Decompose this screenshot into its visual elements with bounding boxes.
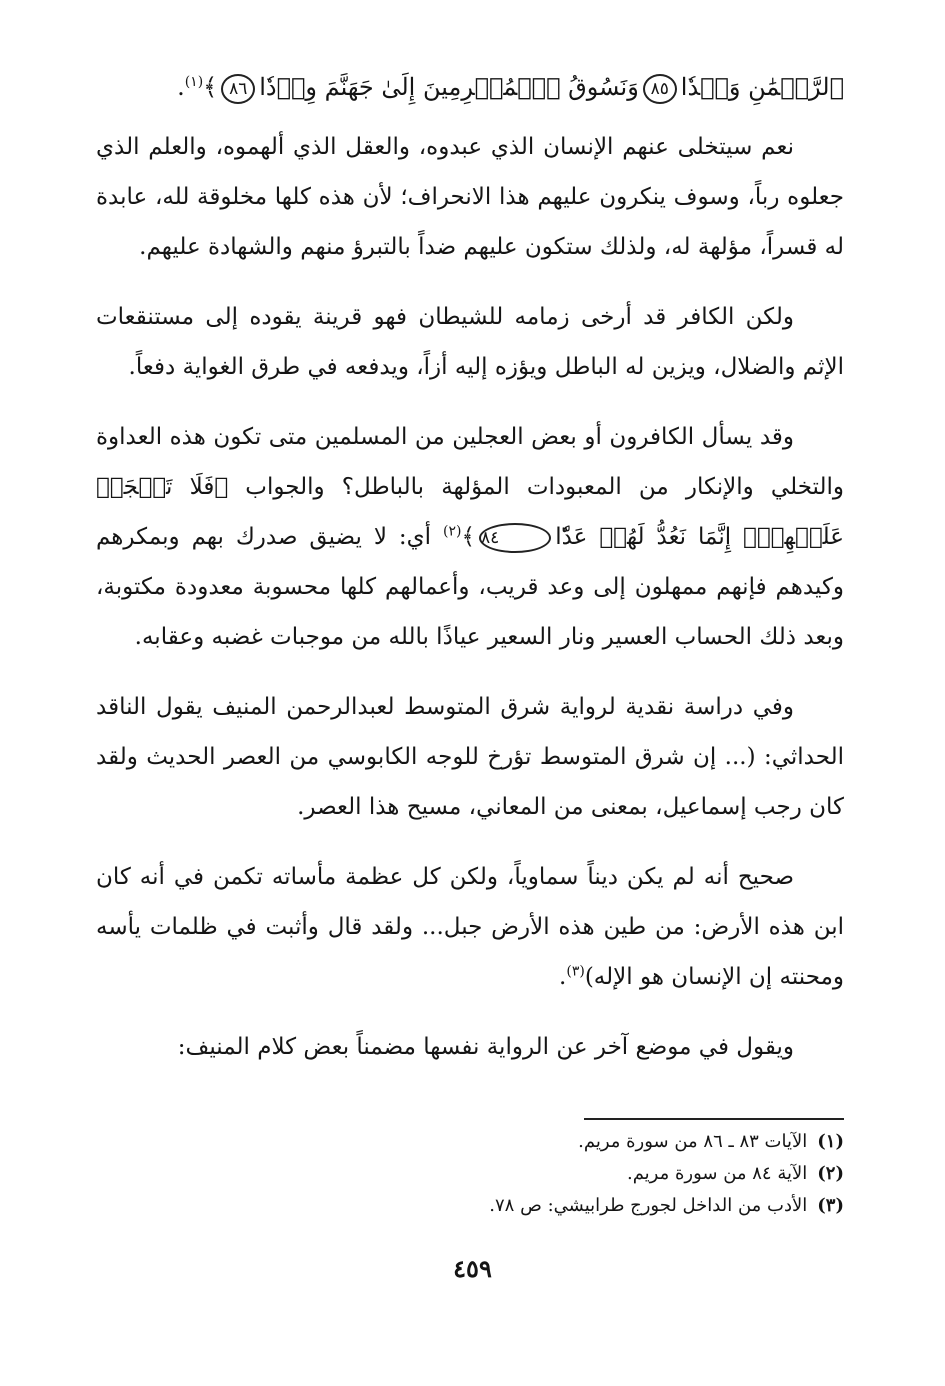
footnote-ref: (٣) <box>566 963 585 980</box>
footnote-text: الآيات ٨٣ ـ ٨٦ من سورة مريم. <box>578 1131 808 1152</box>
paragraph <box>96 852 844 1002</box>
footnote <box>96 1126 844 1158</box>
footnote-number: (٢) <box>817 1163 844 1184</box>
paragraph-text: وقد يسأل الكافرون أو بعض العجلين من المسلمين متى تكون هذه العداوة والتخلي والإنكار من المعبودات المؤلهة بالباطل؟ والجواب ﴿فَلَا تَعۡجَلۡ عَلَيۡهِمۡۖ إِنَّمَا نَعُدُّ لَهُمۡ عَدّٗا <box>96 424 844 550</box>
verse-close-bracket: ﴾ <box>461 524 475 550</box>
verse-text-2: وَنَسُوقُ ٱلۡمُجۡرِمِينَ إِلَىٰ جَهَنَّمَ وِرۡدٗا <box>259 73 639 101</box>
page-body <box>96 62 844 1092</box>
footnote <box>96 1190 844 1222</box>
verse-close-bracket: ﴾ <box>203 73 218 101</box>
footnote-number: (٣) <box>817 1195 844 1216</box>
quran-verse <box>96 62 844 112</box>
footnote-divider <box>584 1118 844 1120</box>
footnote-text: الأدب من الداخل لجورج طرابيشي: ص ٧٨. <box>489 1195 808 1216</box>
footnote-ref: (٢) <box>443 523 462 540</box>
ayah-number-marker: ٨٦ <box>221 74 255 104</box>
footnote-number: (١) <box>817 1131 844 1152</box>
verse-text-1: ٱلرَّحۡمَٰنِ وَفۡدٗا <box>680 73 844 101</box>
paragraph-period: . <box>559 964 567 990</box>
paragraph: ويقول في موضع آخر عن الرواية نفسها مضمناً بعض كلام المنيف: <box>177 1034 794 1060</box>
ayah-number-marker: ٨٤ <box>479 523 551 553</box>
paragraph: ولكن الكافر قد أرخى زمامه للشيطان فهو قرينة يقوده إلى مستنقعات الإثم والضلال، ويزين له الباطل ويؤزه إليه أزاً، ويدفعه في طرق الغواية دفعاً. <box>96 304 844 380</box>
footnotes <box>96 1126 844 1222</box>
paragraph: وفي دراسة نقدية لرواية شرق المتوسط لعبدالرحمن المنيف يقول الناقد الحداثي: (... إن شرق المتوسط تؤرخ للوجه الكابوسي من العصر الحديث ولقد كان رجب إسماعيل، بمعنى من المعاني، مسيح هذا العصر. <box>96 694 844 820</box>
paragraph <box>96 412 844 662</box>
ayah-number-marker: ٨٥ <box>643 74 677 104</box>
footnote <box>96 1158 844 1190</box>
paragraph: نعم سيتخلى عنهم الإنسان الذي عبدوه، والعقل الذي ألهموه، والعلم الذي جعلوه رباً، وسوف ينكرون عليهم هذا الانحراف؛ لأن هذه كلها مخلوقة لله، عابدة له قسراً، مؤلهة له، ولذلك ستكون عليهم ضداً بالتبرؤ منهم والشهادة عليهم. <box>96 134 844 260</box>
paragraph-text: صحيح أنه لم يكن ديناً سماوياً، ولكن كل عظمة مأساته تكمن في أنه كان ابن هذه الأرض: من طين هذه الأرض جبل... ولقد قال وأثبت في ظلمات يأسه ومحنته إن الإنسان هو الإله) <box>96 864 844 990</box>
footnote-ref: (١) <box>184 74 204 90</box>
paragraph-text: أي: لا يضيق صدرك بهم وبمكرهم وكيدهم فإنهم ممهلون إلى وعد قريب، وأعمالهم كلها محسوبة معدودة مكتوبة، وبعد ذلك الحساب العسير ونار السعير عياذًا بالله من موجبات غضبه وعقابه. <box>96 524 844 650</box>
page-number: ٤٥٩ <box>453 1254 492 1283</box>
verse-period: . <box>177 73 185 101</box>
footnote-text: الآية ٨٤ من سورة مريم. <box>626 1163 808 1184</box>
